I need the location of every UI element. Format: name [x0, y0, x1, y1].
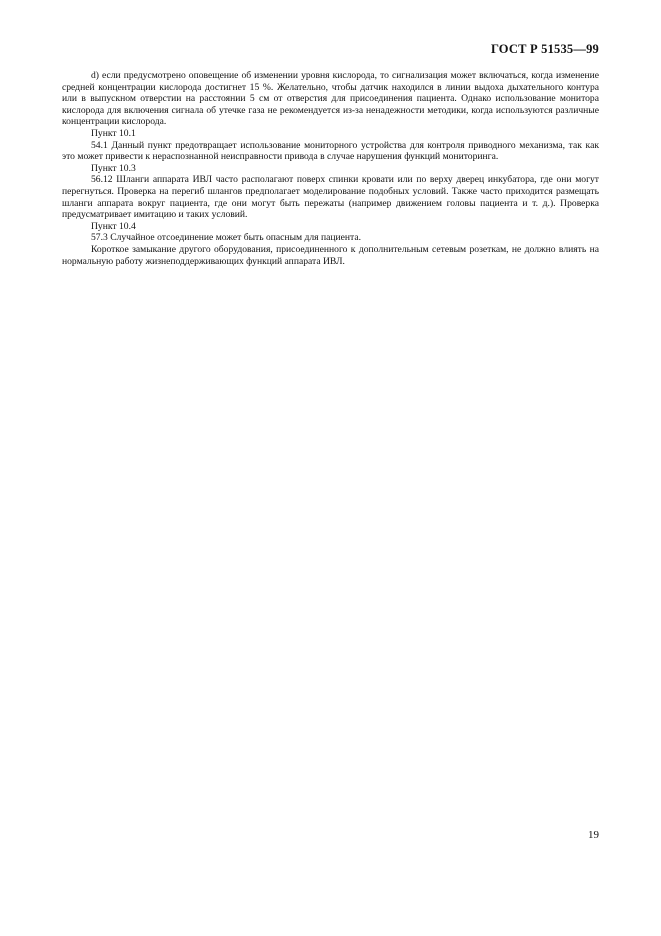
clause-reference-10-3: Пункт 10.3 — [91, 162, 136, 174]
standard-designation: ГОСТ Р 51535—99 — [490, 42, 599, 56]
paragraph-57-3: 57.3 Случайное отсоединение может быть опасным для пациента. — [91, 232, 361, 244]
paragraph-oxygen-alarm: d) если предусмотрено оповещение об изменении уровня кислорода, то сигнализация может включаться, когда изменение средней концентрации кислорода достигнет 15 %. Желательно, чтобы датчик находился в линии выдоха дыхательного контура или в выпускном отверстии на расстоянии 5 см от отверстия для присоединения пациента. Однако использование монитора кислорода для включения сигнала об утечке газа не рекомендуется из-за ненадежности методики, когда используются различные концентрации кислорода. — [62, 70, 599, 128]
paragraph-short-circuit: Короткое замыкание другого оборудования, присоединенного к дополнительным сетевым розеткам, не должно влиять на нормальную работу жизнеподдерживающих функций аппарата ИВЛ. — [62, 243, 599, 267]
document-body — [62, 70, 599, 267]
clause-reference-10-1: Пункт 10.1 — [91, 127, 136, 139]
paragraph-56-12: 56.12 Шланги аппарата ИВЛ часто располагают поверх спинки кровати или по верху дверец инкубатора, где они могут перегнуться. Проверка на перегиб шлангов предполагает моделирование подобных условий. Также часто приходится размещать шланги аппарата вокруг пациента, где они могут быть пережаты (например движением головы пациента и т. д.). Проверка предусматривает имитацию и таких условий. — [62, 174, 599, 221]
paragraph-54-1: 54.1 Данный пункт предотвращает использование мониторного устройства для контроля приводного механизма, так как это может привести к нераспознанной неисправности привода в случае нарушения функций мониторинга. — [62, 139, 599, 163]
page-number: 19 — [588, 829, 599, 841]
clause-reference-10-4: Пункт 10.4 — [91, 220, 136, 232]
